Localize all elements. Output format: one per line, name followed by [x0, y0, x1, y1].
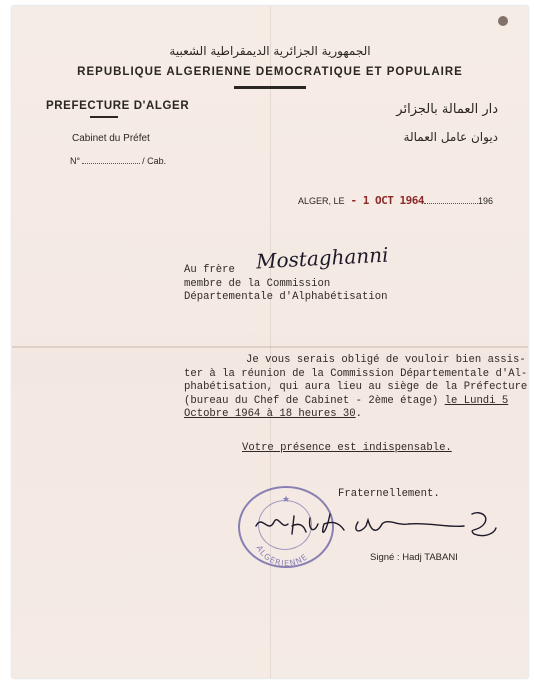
- prefecture-heading: PREFECTURE D'ALGER: [46, 100, 190, 112]
- number-blank: [82, 163, 140, 164]
- date-year-suffix: 196: [478, 196, 494, 206]
- seal-text: ALGERIENNE: [254, 543, 310, 566]
- date-place: ALGER, LE: [298, 196, 345, 206]
- ink-stain: [498, 16, 508, 26]
- addressee-block: [184, 264, 387, 305]
- date-blank: [424, 203, 478, 204]
- signed-by-label: Signé : Hadj TABANI: [370, 552, 458, 563]
- arabic-republic-title: الجمهورية الجزائرية الديمقراطية الشعبية: [169, 44, 371, 58]
- body-line: ter à la réunion de la Commission Départementale d'Al-: [184, 367, 528, 380]
- body-line: [184, 395, 528, 409]
- title-underline: [234, 86, 306, 89]
- addressee-line: Départementale d'Alphabétisation: [184, 291, 388, 303]
- body-line: phabétisation, qui aura lieu au siège de la Préfecture: [184, 381, 528, 393]
- date-stamp: - 1 OCT 1964: [350, 194, 425, 207]
- body-period: .: [355, 408, 363, 420]
- cabinet-label: Cabinet du Préfet: [72, 133, 150, 144]
- meeting-day: le Lundi 5: [444, 394, 509, 407]
- body-line: [184, 408, 528, 422]
- handwritten-addressee-name: Mostaghanni: [255, 242, 390, 274]
- letter-page: [12, 6, 528, 678]
- body-line: Je vous serais obligé de vouloir bien assis-: [246, 354, 526, 366]
- handwritten-signature: [248, 504, 498, 544]
- date-line: [298, 194, 498, 207]
- arabic-prefecture-heading: دار العمالة بالجزائر: [396, 102, 498, 117]
- prefecture-underline: [90, 116, 118, 118]
- number-suffix: / Cab.: [142, 156, 167, 166]
- number-prefix: N°: [70, 156, 81, 166]
- presence-required-line: Votre présence est indispensable.: [242, 442, 452, 454]
- closing-salutation: Fraternellement.: [338, 488, 440, 500]
- reference-number-line: [70, 156, 166, 166]
- arabic-cabinet-label: ديوان عامل العمالة: [403, 130, 498, 144]
- meeting-date-time: Octobre 1964 à 18 heures 30: [184, 408, 356, 420]
- body-line-part: (bureau du Chef de Cabinet - 2ème étage): [184, 394, 439, 407]
- addressee-line: membre de la Commission: [184, 277, 331, 290]
- french-republic-title: REPUBLIQUE ALGERIENNE DEMOCRATIQUE ET POPULAIRE: [77, 66, 463, 78]
- addressee-line: Au frère: [184, 264, 235, 276]
- fold-line-vertical: [270, 6, 271, 678]
- letter-body: [184, 354, 528, 422]
- seal-star-icon: ★: [281, 494, 291, 504]
